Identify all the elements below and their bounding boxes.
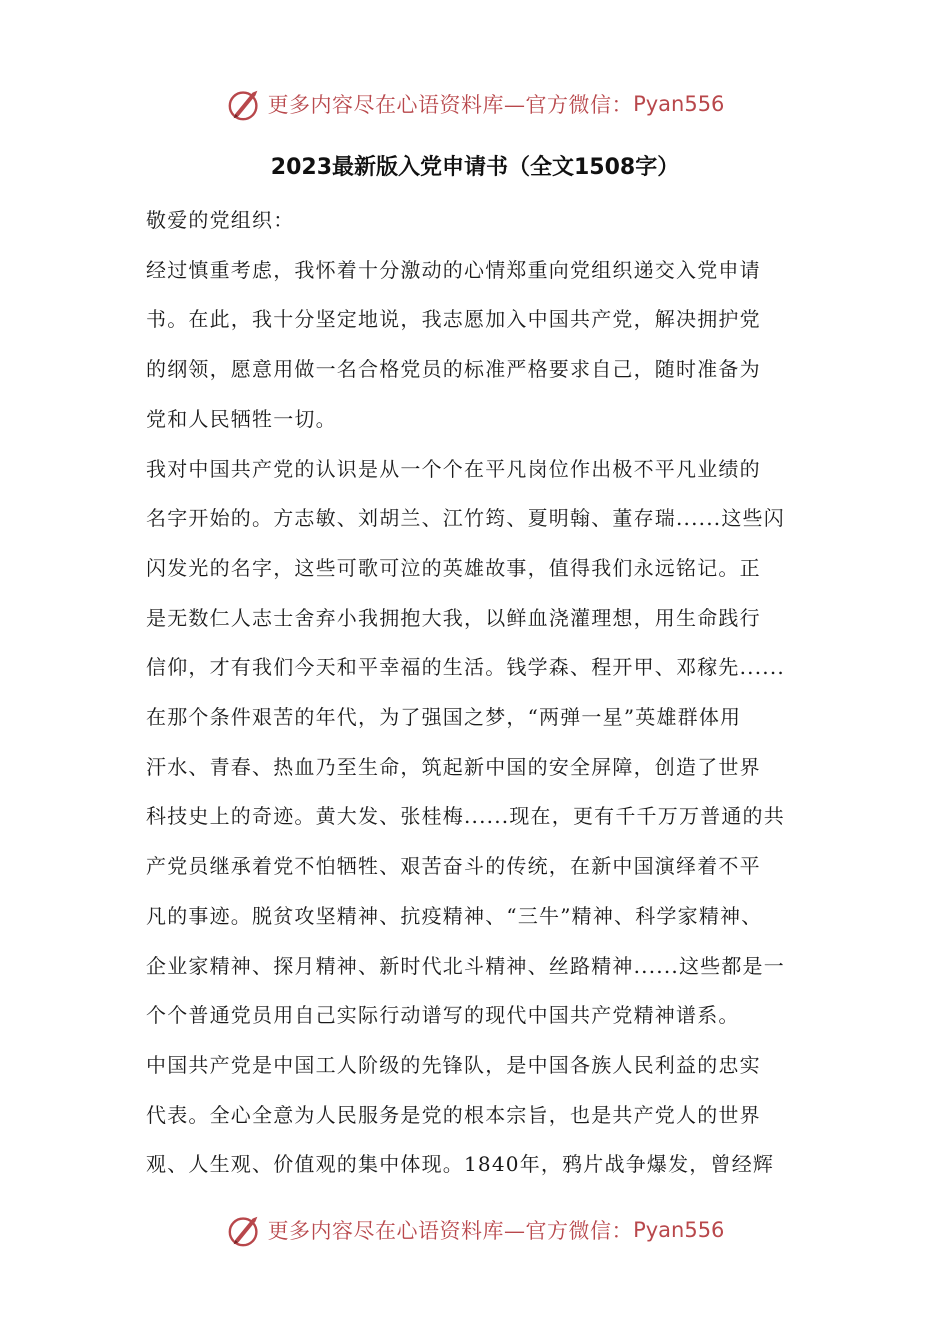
body-line: 汗水、青春、热血乃至生命，筑起新中国的安全屏障，创造了世界 — [146, 754, 761, 779]
body-line: 经过慎重考虑，我怀着十分激动的心情郑重向党组织递交入党申请 — [146, 257, 761, 282]
body-line: 的纲领，愿意用做一名合格党员的标准严格要求自己，随时准备为 — [146, 357, 761, 382]
body-line: 是无数仁人志士舍弃小我拥抱大我，以鲜血浇灌理想，用生命践行 — [146, 605, 761, 630]
body-line: 产党员继承着党不怕牺牲、艰苦奋斗的传统，在新中国演绎着不平 — [146, 854, 761, 879]
body-line: 企业家精神、探月精神、新时代北斗精神、丝路精神......这些都是一 — [146, 953, 785, 978]
body-line: 观、人生观、价值观的集中体现。1840年，鸦片战争爆发，曾经辉 — [146, 1152, 775, 1177]
body-line: 凡的事迹。脱贫攻坚精神、抗疫精神、“三牛”精神、科学家精神、 — [146, 903, 763, 928]
footer-watermark — [0, 1208, 950, 1252]
document-title: 2023最新版入党申请书（全文1508字） — [270, 155, 680, 180]
body-line: 信仰，才有我们今天和平幸福的生活。钱学森、程开甲、邓稼先...... — [146, 655, 785, 680]
body-line: 党和人民牺牲一切。 — [146, 406, 337, 431]
body-line: 书。在此，我十分坚定地说，我志愿加入中国共产党，解决拥护党 — [146, 307, 761, 332]
watermark-wechat-id: Pyan556 — [633, 92, 725, 116]
header-watermark — [0, 82, 950, 126]
watermark-text: 更多内容尽在心语资料库—官方微信： — [267, 93, 634, 117]
watermark-text: 更多内容尽在心语资料库—官方微信： — [267, 1219, 634, 1243]
pen-logo-icon — [226, 85, 264, 123]
body-line: 敬爱的党组织： — [146, 208, 295, 232]
body-line: 科技史上的奇迹。黄大发、张桂梅......现在，更有千千万万普通的共 — [146, 804, 785, 829]
body-line: 闪发光的名字，这些可歌可泣的英雄故事，值得我们永远铭记。正 — [146, 555, 761, 580]
body-line: 代表。全心全意为人民服务是党的根本宗旨，也是共产党人的世界 — [146, 1102, 761, 1127]
body-line: 个个普通党员用自己实际行动谱写的现代中国共产党精神谱系。 — [146, 1003, 740, 1028]
body-line: 中国共产党是中国工人阶级的先锋队，是中国各族人民利益的忠实 — [146, 1052, 761, 1077]
body-line: 名字开始的。方志敏、刘胡兰、江竹筠、夏明翰、董存瑞......这些闪 — [146, 506, 785, 531]
body-line: 在那个条件艰苦的年代，为了强国之梦，“两弹一星”英雄群体用 — [146, 705, 742, 730]
document-body — [146, 196, 822, 1190]
pen-logo-icon — [226, 1211, 264, 1249]
watermark-wechat-id: Pyan556 — [633, 1218, 725, 1242]
body-line: 我对中国共产党的认识是从一个个在平凡岗位作出极不平凡业绩的 — [146, 456, 761, 481]
